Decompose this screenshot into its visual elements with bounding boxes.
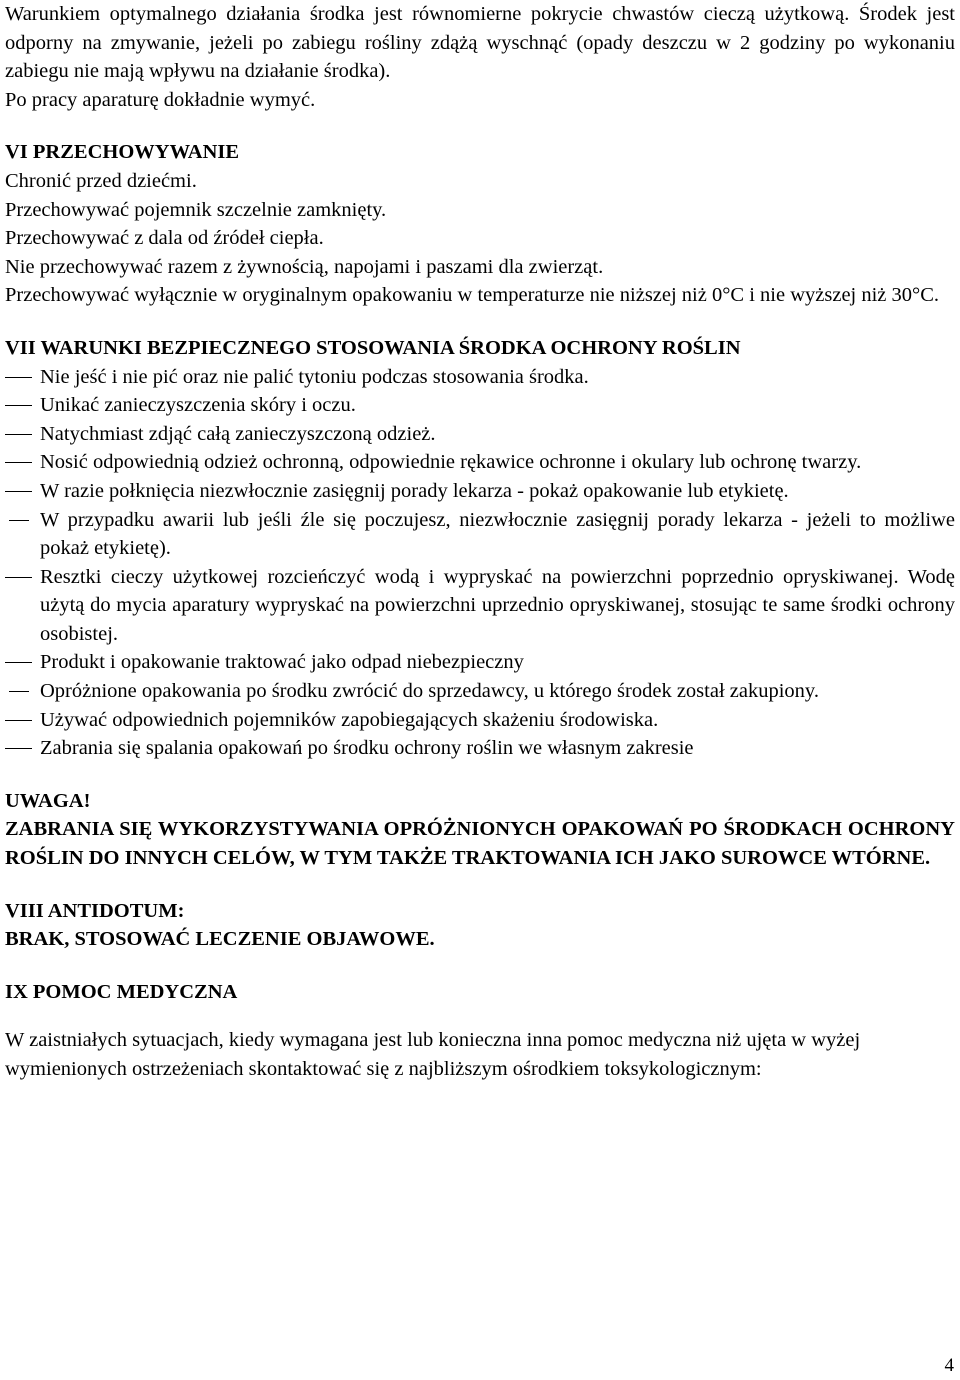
page-number: 4 [944, 1355, 954, 1376]
section-8-heading: VIII ANTIDOTUM: [5, 899, 185, 922]
dash-icon [5, 462, 32, 463]
storage-line-children: Chronić przed dziećmi. [5, 169, 197, 192]
section-7-heading: VII WARUNKI BEZPIECZNEGO STOSOWANIA ŚRODKA OCHRONY ROŚLIN [5, 336, 741, 359]
antidote-text: BRAK, STOSOWAĆ LECZENIE OBJAWOWE. [5, 928, 435, 951]
dash-icon [5, 377, 32, 378]
section-6-heading: VI PRZECHOWYWANIE [5, 141, 240, 164]
storage-line-temperature: Przechowywać wyłącznie w oryginalnym opakowaniu w temperaturze nie niższej niż 0°C i nie wyższej niż 30°C. [5, 284, 940, 307]
warning-text: ZABRANIA SIĘ WYKORZYSTYWANIA OPRÓŻNIONYCH OPAKOWAŃ PO ŚRODKACH OCHRONY ROŚLIN DO INNYCH CELÓW, W TYM TAKŻE TRAKTOWANIA ICH JAKO SUROWCE WTÓRNE. [5, 818, 955, 870]
storage-line-food: Nie przechowywać razem z żywnością, napojami i paszami dla zwierząt. [5, 255, 604, 278]
list-item: Opróżnione opakowania po środku zwrócić do sprzedawcy, u którego środek został zakupiony. [5, 677, 955, 706]
list-item: Używać odpowiednich pojemników zapobiegających skażeniu środowiska. [5, 706, 955, 735]
section-9-heading: IX POMOC MEDYCZNA [5, 980, 238, 1003]
dash-icon [9, 691, 29, 692]
warning-title: UWAGA! [5, 789, 91, 812]
dash-icon [5, 491, 32, 492]
dash-icon [5, 748, 32, 749]
list-item: W razie połknięcia niezwłocznie zasięgnij porady lekarza - pokaż opakowanie lub etykietę. [5, 477, 955, 506]
medical-help-text: W zaistniałych sytuacjach, kiedy wymagana jest lub konieczna inna pomoc medyczna niż ujęta w wyżej wymienionych ostrzeżeniach skontaktować się z najbliższym ośrodkiem toksykologicznym: [5, 1029, 861, 1080]
document-page [5, 0, 955, 1084]
list-item: W przypadku awarii lub jeśli źle się poczujesz, niezwłocznie zasięgnij porady lekarza - jeżeli to możliwe pokaż etykietę). [5, 506, 955, 563]
dash-icon [5, 662, 32, 663]
storage-line-container: Przechowywać pojemnik szczelnie zamknięty. [5, 198, 387, 221]
list-item: Nie jeść i nie pić oraz nie palić tytoniu podczas stosowania środka. [5, 363, 955, 392]
dash-icon [5, 577, 32, 578]
storage-line-heat: Przechowywać z dala od źródeł ciepła. [5, 227, 324, 250]
list-item: Nosić odpowiednią odzież ochronną, odpowiednie rękawice ochronne i okulary lub ochronę twarzy. [5, 448, 955, 477]
list-item: Produkt i opakowanie traktować jako odpad niebezpieczny [5, 648, 955, 677]
dash-icon [5, 720, 32, 721]
list-item: Resztki cieczy użytkowej rozcieńczyć wodą i wypryskać na powierzchni poprzednio opryskiwanej. Wodę użytą do mycia aparatury wypryskać na powierzchni uprzednio opryskiwanej, stosując te same środki ochrony osobistej. [5, 563, 955, 649]
dash-icon [5, 405, 32, 406]
list-item: Unikać zanieczyszczenia skóry i oczu. [5, 391, 955, 420]
intro-paragraph: Warunkiem optymalnego działania środka jest równomierne pokrycie chwastów cieczą użytkową. Środek jest odporny na zmywanie, jeżeli po zabiegu rośliny zdążą wyschnąć (opady deszczu w 2 godziny po wykonaniu zabiegu nie mają wpływu na działanie środka). [5, 3, 955, 83]
list-item: Natychmiast zdjąć całą zanieczyszczoną odzież. [5, 420, 955, 449]
safety-list [5, 363, 955, 763]
list-item: Zabrania się spalania opakowań po środku ochrony roślin we własnym zakresie [5, 734, 955, 763]
dash-icon [5, 434, 32, 435]
intro-cleaning-note: Po pracy aparaturę dokładnie wymyć. [5, 88, 316, 111]
dash-icon [9, 520, 29, 521]
